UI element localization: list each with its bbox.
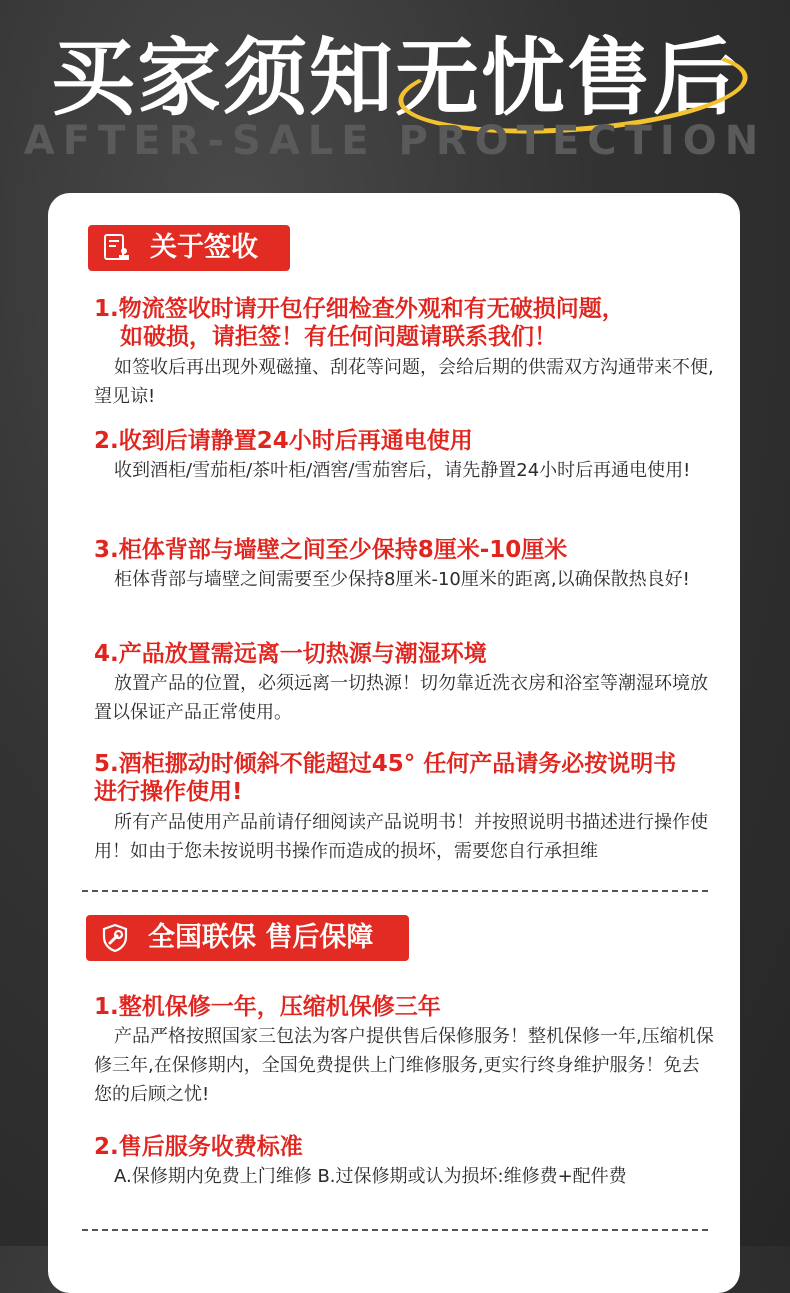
content-card	[48, 193, 740, 1293]
section-badge-label: 关于签收	[150, 232, 258, 263]
item-title: 2.收到后请静置24小时后再通电使用	[94, 428, 473, 454]
item-title: 1.整机保修一年，压缩机保修三年	[94, 994, 441, 1020]
section-badge-label: 全国联保 售后保障	[148, 922, 374, 953]
item-body: 所有产品使用产品前请仔细阅读产品说明书！并按照说明书描述进行操作使用！如由于您未按说明书操作而造成的损坏，需要您自行承担维	[94, 812, 708, 862]
item-body: 柜体背部与墙壁之间需要至少保持8厘米-10厘米的距离,以确保散热良好!	[114, 569, 690, 590]
item-title-cont: 如破损，请拒签！有任何问题请联系我们！	[120, 324, 557, 350]
item-body: A.保修期内免费上门维修 B.过保修期或认为损坏:维修费+配件费	[114, 1166, 627, 1187]
item-body: 收到酒柜/雪茄柜/茶叶柜/酒窖/雪茄窖后，请先静置24小时后再通电使用!	[114, 460, 691, 481]
dashed-divider	[82, 890, 708, 892]
shield-wrench-icon	[100, 923, 130, 953]
item-title: 3.柜体背部与墙壁之间至少保持8厘米-10厘米	[94, 537, 568, 563]
item-body: 放置产品的位置，必须远离一切热源！切勿靠近洗衣房和浴室等潮湿环境放置以保证产品正常使用。	[94, 673, 708, 723]
item-body: 如签收后再出现外观磁撞、刮花等问题，会给后期的供需双方沟通带来不便,望见谅!	[94, 357, 714, 407]
dashed-divider	[82, 1229, 708, 1231]
item-body: 产品严格按照国家三包法为客户提供售后保修服务！整机保修一年,压缩机保修三年,在保修期内，全国免费提供上门维修服务,更实行终身维护服务！免去您的后顾之忧!	[94, 1026, 714, 1105]
item-title: 5.酒柜挪动时倾斜不能超过45° 任何产品请务必按说明书	[94, 751, 677, 777]
section-badge-warranty	[86, 915, 409, 961]
hero-title-part-b: 无忧售后	[395, 29, 740, 127]
section-badge-signing	[88, 225, 290, 271]
receipt-stamp-icon	[102, 233, 132, 263]
hero-title-part-a: 买家须知	[50, 29, 395, 127]
hero-subtitle: AFTER-SALE PROTECTION	[23, 118, 767, 164]
item-title: 2.售后服务收费标准	[94, 1134, 303, 1160]
item-title: 1.物流签收时请开包仔细检查外观和有无破损问题，	[94, 296, 625, 322]
item-title-cont: 进行操作使用!	[94, 779, 243, 805]
item-title: 4.产品放置需远离一切热源与潮湿环境	[94, 641, 487, 667]
